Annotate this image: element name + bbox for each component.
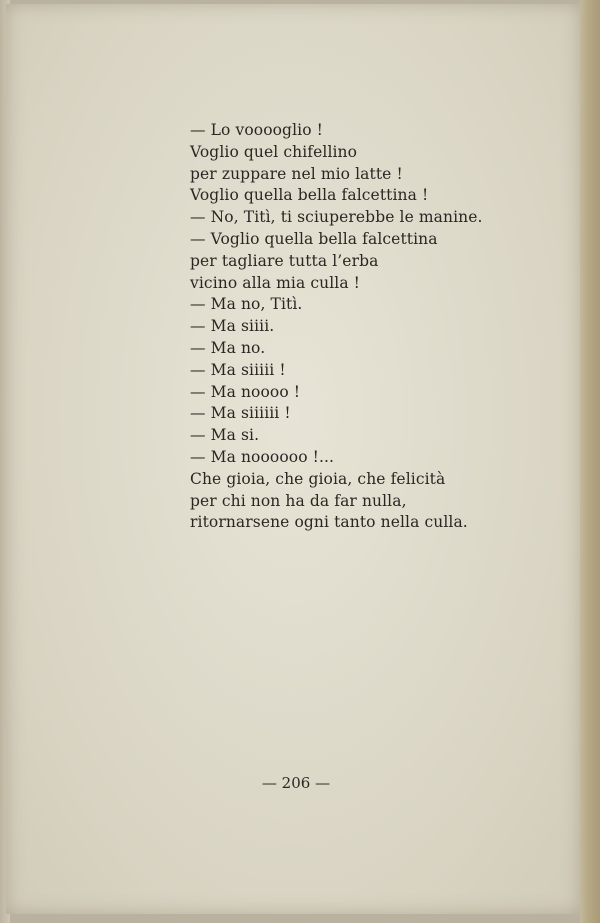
page-right-edge [580, 0, 600, 923]
poem-line: — Ma si. [190, 426, 260, 445]
poem-line: Voglio quella bella falcettina ! [190, 186, 429, 205]
poem-line: per zuppare nel mio latte ! [190, 164, 403, 183]
poem-line: — Lo vooooglio ! [190, 121, 323, 139]
poem-line: — Ma no. [190, 338, 266, 357]
poem-line: — Voglio quella bella falcettina [190, 229, 438, 248]
poem-line: — Ma siiii. [190, 317, 275, 336]
poem-line: — Ma siiiii ! [190, 360, 286, 379]
poem-text [190, 120, 520, 534]
poem-line: Che gioia, che gioia, che felicità [190, 469, 446, 488]
poem-line: vicino alla mia culla ! [190, 273, 361, 292]
poem-line: per tagliare tutta l’erba [190, 251, 379, 270]
page-number: — 206 — [261, 774, 331, 792]
poem-line: — Ma noooo ! [190, 382, 301, 401]
poem-line: — No, Titì, ti sciuperebbe le manine. [190, 208, 483, 227]
book-page [6, 4, 580, 914]
poem-line: Voglio quel chifellino [190, 142, 358, 161]
poem-line: — Ma siiiiii ! [190, 404, 291, 423]
poem-line: per chi non ha da far nulla, [190, 491, 407, 510]
poem-line: — Ma no, Titì. [190, 295, 303, 314]
poem-line: — Ma noooooo !... [190, 447, 335, 466]
poem-line: ritornarsene ogni tanto nella culla. [190, 513, 468, 532]
